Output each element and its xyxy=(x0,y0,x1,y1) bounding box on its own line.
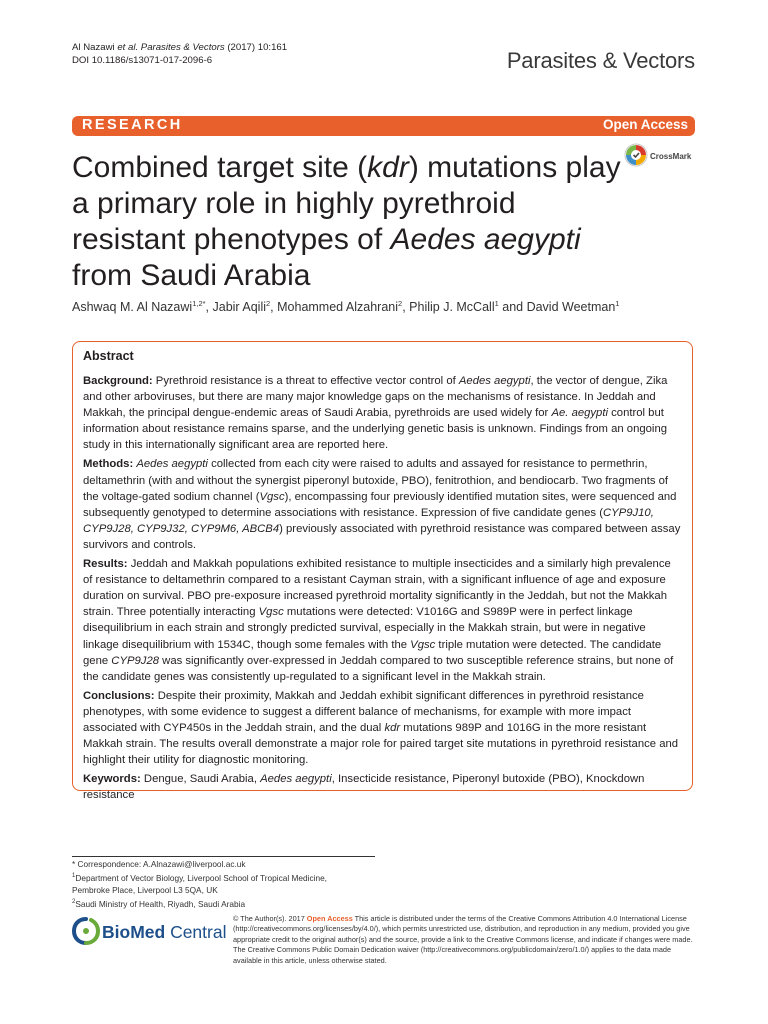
citation-line: Al Nazawi et al. Parasites & Vectors (2017) 10:161 xyxy=(72,42,288,53)
biomed-central-icon xyxy=(72,916,100,946)
crossmark-label: CrossMark xyxy=(650,152,692,161)
crossmark-icon xyxy=(624,143,648,167)
abstract-box xyxy=(72,341,693,802)
article-type-band xyxy=(72,116,695,136)
article-type-label: RESEARCH xyxy=(82,117,183,133)
author-affiliation-marker: 2 xyxy=(266,299,271,308)
affiliation-1: $^1$Department of Vector Biology, Liverpool School of Tropical Medicine, xyxy=(72,872,327,883)
abstract-background: Background: Pyrethroid resistance is a threat to effective vector control of Aedes aegypti, the vector of dengue, Zika and other arboviruses, but there are many major knowledge gaps on the mechanisms of resistance. In Jeddah and Makkah, the principal dengue-endemic areas of Saudi Arabia, pyrethroids are used widely for Ae. aegypti control but information about resistance remains sparse, and the underlying genetic basis is unknown. Findings from an ongoing study in this internationally significant area are reported here. xyxy=(83,375,668,452)
correspondence-line[interactable]: * Correspondence: A.Alnazawi@liverpool.ac.uk xyxy=(72,859,246,869)
doi-line[interactable]: DOI 10.1186/s13071-017-2096-6 xyxy=(72,55,213,66)
abstract-results: Results: Jeddah and Makkah populations exhibited resistance to multiple insecticides and a similarly high prevalence of resistance to deltamethrin compared to a resistant Cayman strain, with a significant influence of age and exposure duration on survival. PBO pre-exposure increased pyrethroid mortality significantly in the Jeddah, but not the Makkah strain. Three potentially interacting Vgsc mutations were detected: V1016G and S989P were in perfect linkage disequilibrium in each strain and strongly predicted survival, especially in the Makkah strain, but were in negative linkage disequilibrium with 1534C, though some females with the Vgsc triple mutation were detected. The candidate gene CYP9J28 was significantly over-expressed in Jeddah compared to two susceptible reference strains, but none of the candidate genes was consistently up-regulated to a significant level in the Makkah strain. xyxy=(83,558,674,683)
abstract-heading: Abstract xyxy=(83,349,134,363)
running-head xyxy=(72,41,287,67)
author: David Weetman xyxy=(526,300,616,315)
citation-journal: et al. Parasites & Vectors xyxy=(117,42,225,53)
biomed-central-logo[interactable] xyxy=(72,916,227,950)
journal-name: Parasites & Vectors xyxy=(506,48,695,73)
biomed-central-wordmark: BioMed Central xyxy=(102,922,227,942)
author-list: Ashwaq M. Al Nazawi$^{1,2*}$, Jabir Aqili$^2$, Mohammed Alzahrani$^2$, Philip J. McCall$^1$ and David Weetman$^1$ xyxy=(72,299,620,315)
abstract-keywords: Keywords: Dengue, Saudi Arabia, Aedes aegypti, Insecticide resistance, Piperonyl butoxide (PBO), Knockdown resistance xyxy=(83,773,645,802)
abstract-methods: Methods: Aedes aegypti collected from each city were raised to adults and assayed for resistance to permethrin, deltamethrin (with and without the synergist piperonyl butoxide, PBO), fenitrothion, and bendiocarb. Two fragments of the voltage-gated sodium channel (Vgsc), encompassing four previously identified mutation sites, were sequenced and subsequently genotyped to determine associations with resistance. Expression of five candidate genes (CYP9J10, CYP9J28, CYP9J32, CYP9M6, ABCB4) previously associated with pyrethroid resistance was compared between assay survivors and controls. xyxy=(83,458,681,551)
article-title: Combined target site (kdr) mutations play a primary role in highly pyrethroid resistant phenotypes of Aedes aegypti from Saudi Arabia xyxy=(72,151,621,292)
author: Philip J. McCall xyxy=(409,300,495,315)
crossmark-badge[interactable] xyxy=(624,143,704,173)
author-affiliation-marker: 1,2* xyxy=(192,299,206,308)
abstract-body xyxy=(83,373,683,806)
author: Ashwaq M. Al Nazawi xyxy=(72,300,193,315)
affiliation-2: $^2$Saudi Ministry of Health, Riyadh, Saudi Arabia xyxy=(72,899,246,910)
author: Mohammed Alzahrani xyxy=(277,300,399,315)
footnotes xyxy=(72,858,327,910)
affiliation-1-address: Pembroke Place, Liverpool L3 5QA, UK xyxy=(72,885,218,896)
abstract-conclusions: Conclusions: Despite their proximity, Makkah and Jeddah exhibit significant differences in pyrethroid resistance phenotypes, with some evidence to suggest a different balance of mechanisms, for example with more impact associated with CYP450s in the Jeddah strain, and the dual kdr mutations 989P and 1016G in the more resistant Makkah strain. The results overall demonstrate a major role for paired target site mutations in pyrethroid resistance and highlight their utility for diagnostic monitoring. xyxy=(83,689,679,767)
footnote-divider xyxy=(72,856,375,857)
author-affiliation-marker: 1 xyxy=(494,299,499,308)
license-statement: © The Author(s). 2017 Open Access This article is distributed under the terms of the Creative Commons Attribution 4.0 International License (http://creativecommons.org/licenses/by/4.0/), which permits unrestricted use, distribution, and reproduction in any medium, provided you give appropriate credit to the original author(s) and the source, provide a link to the Creative Commons license, and indicate if changes were made. The Creative Commons Public Domain Dedication waiver (http://creativecommons.org/publicdomain/zero/1.0/) applies to the data made available in this article, unless otherwise stated. xyxy=(233,914,693,965)
open-access-label: Open Access xyxy=(602,117,688,132)
author: Jabir Aqili xyxy=(212,300,266,315)
author-affiliation-marker: 1 xyxy=(615,299,620,308)
author-affiliation-marker: 2 xyxy=(398,299,403,308)
